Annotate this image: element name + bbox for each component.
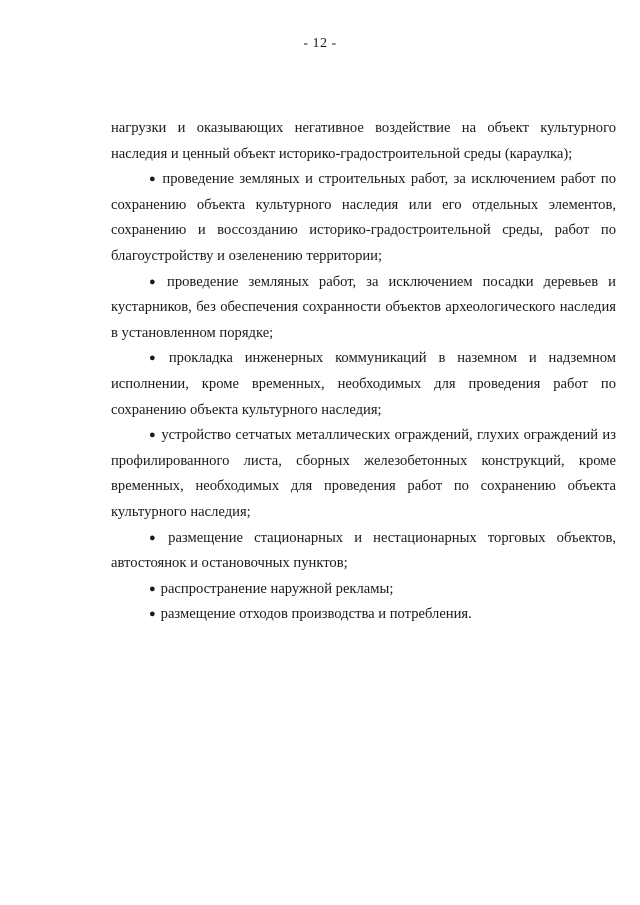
document-body — [111, 116, 616, 628]
list-item — [111, 423, 616, 525]
page-number: - 12 - — [303, 36, 337, 51]
bullet-icon: ● — [149, 531, 164, 544]
list-item-text: размещение стационарных и нестационарных торговых объектов, автостоянок и остановочных пунктов; — [111, 529, 616, 572]
paragraph-continuation — [111, 116, 616, 167]
list-item-text: прокладка инженерных коммуникаций в наземном и надземном исполнении, кроме временных, необходимых для проведения работ по сохранению объекта культурного наследия; — [111, 350, 616, 418]
list-item-text: устройство сетчатых металлических ограждений, глухих ограждений из профилированного листа, сборных железобетонных конструкций, кроме временных, необходимых для проведения работ по сохранению объекта культурного наследия; — [111, 427, 616, 520]
bullet-icon: ● — [149, 275, 163, 288]
paragraph-text: нагрузки и оказывающих негативное воздействие на объект культурного наследия и ценный объект историко-градостроительной среды (караулка); — [111, 120, 616, 162]
list-item — [111, 602, 616, 628]
list-item — [111, 270, 616, 347]
list-item — [111, 346, 616, 423]
bullet-icon: ● — [149, 582, 156, 595]
list-item-text: распространение наружной рекламы; — [160, 580, 394, 597]
bullet-icon: ● — [149, 608, 156, 621]
list-item-text: проведение земляных работ, за исключением посадки деревьев и кустарников, без обеспечения сохранности объектов археологического наследия в установленном порядке; — [111, 273, 616, 341]
bullet-icon: ● — [149, 352, 164, 365]
list-item-text: проведение земляных и строительных работ, за исключением работ по сохранению объекта культурного наследия или его отдельных элементов, сохранению и воссозданию историко-градостроительной среды, работ по благоустройству и озеленению территории; — [111, 171, 616, 264]
list-item — [111, 167, 616, 269]
list-item-text: размещение отходов производства и потребления. — [160, 606, 472, 623]
bullet-icon: ● — [149, 173, 158, 186]
list-item — [111, 526, 616, 577]
list-item — [111, 577, 616, 603]
bullet-icon: ● — [149, 429, 157, 442]
